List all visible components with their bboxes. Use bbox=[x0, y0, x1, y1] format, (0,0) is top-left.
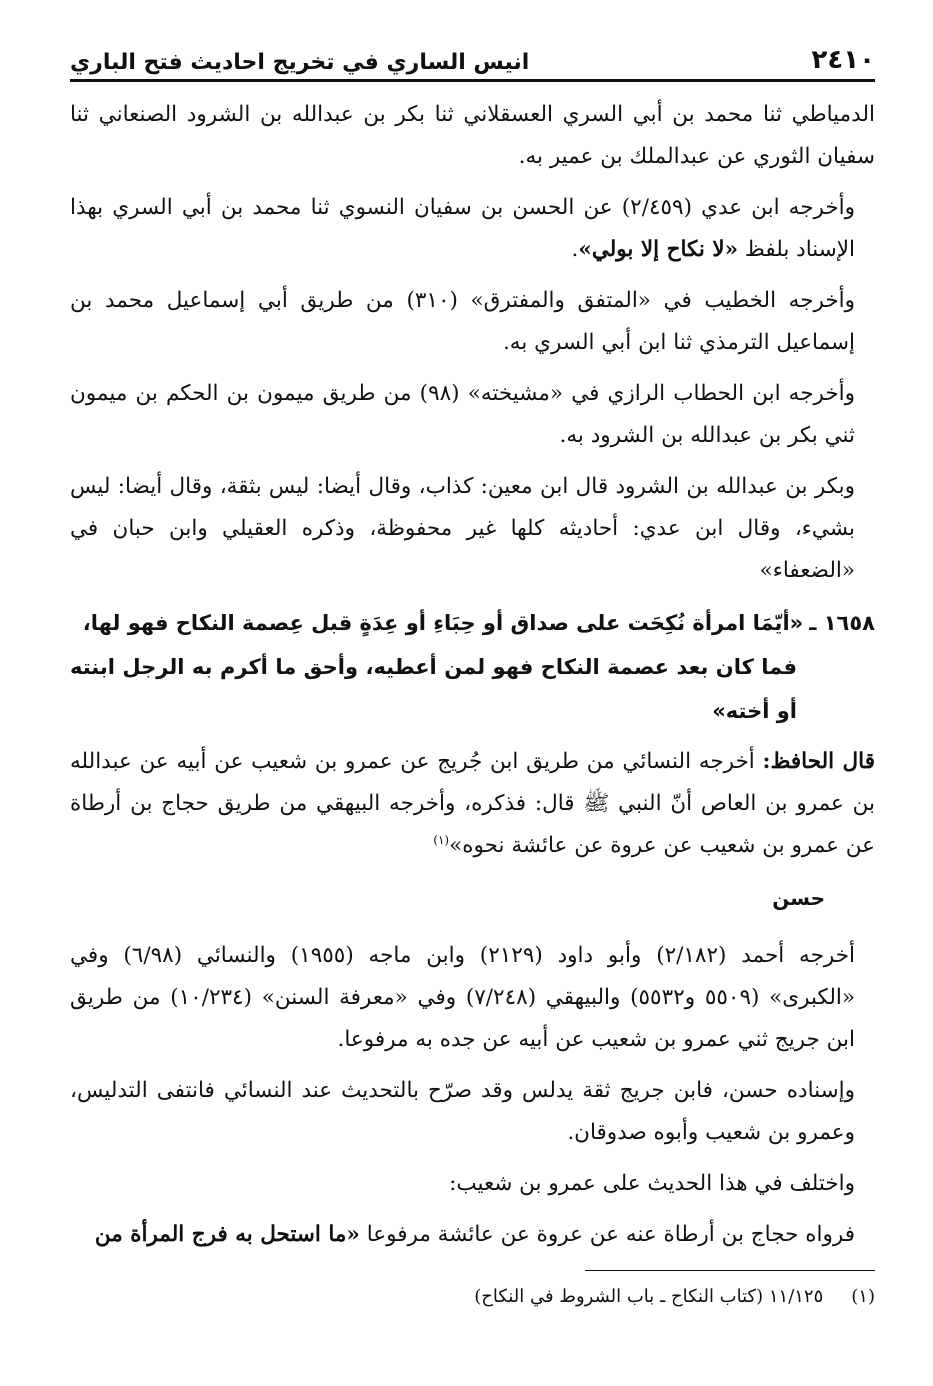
main-text bbox=[70, 94, 875, 1256]
paragraph-hafiz: قال الحافظ: أخرجه النسائي من طريق ابن جُريج عن عمرو بن شعيب عن أبيه عن عبدالله بن عمرو بن العاص أنّ النبي ﷺ قال: فذكره، وأخرجه البيهقي من طريق حجاج بن أرطاة عن عمرو بن شعيب عن عروة عن عائشة نحوه»$^{(١)}$ bbox=[70, 749, 875, 858]
hadith-number: ١٦٥٨ ـ bbox=[809, 611, 875, 635]
paragraph-narrator-criticism: وبكر بن عبدالله بن الشرود قال ابن معين: كذاب، وقال أيضا: ليس بثقة، وقال أيضا: ليس بشيء، وقال ابن عدي: أحاديثه كلها غير محفوظة، وذكره العقيلي وابن حبان في «الضعفاء» bbox=[70, 474, 855, 583]
hadith-line-1: ١٦٥٨ ـ«أيّمَا امرأة نُكِحَت على صداق أو حِبَاءِ أو عِدَةٍ قبل عِصمة النكاح فهو لها، bbox=[82, 611, 875, 635]
paragraph-ikhtilaf: واختلف في هذا الحديث على عمرو بن شعيب: bbox=[449, 1171, 855, 1196]
hafiz-label: قال الحافظ: bbox=[762, 749, 875, 774]
paragraph-ibn-hattab: وأخرجه ابن الحطاب الرازي في «مشيخته» (٩٨) من طريق ميمون بن الحكم بن ميمون ثني بكر بن عبدالله بن الشرود به. bbox=[70, 381, 856, 448]
paragraph-hajjaj: فرواه حجاج بن أرطاة عنه عن عروة عن عائشة مرفوعا «ما استحل به فرج المرأة من bbox=[94, 1222, 855, 1247]
paragraph-continuation: الدمياطي ثنا محمد بن أبي السري العسقلاني ثنا بكر بن عبدالله بن الشرود الصنعاني ثنا سفيان الثوري عن عبدالملك بن عمير به. bbox=[70, 102, 875, 169]
footnote bbox=[70, 1282, 875, 1312]
paragraph-ibn-adi: وأخرجه ابن عدي (٢/٤٥٩) عن الحسن بن سفيان النسوي ثنا محمد بن أبي السري بهذا الإسناد بلفظ «لا نكاح إلا بولي». bbox=[70, 195, 856, 262]
footnote-text: ١١/١٢٥ (كتاب النكاح ـ باب الشروط في النكاح) bbox=[474, 1286, 824, 1307]
quoted-hadith-text-2: «ما استحل به فرج المرأة من bbox=[94, 1222, 360, 1247]
running-title: انيس الساري في تخريج احاديث فتح الباري bbox=[70, 50, 530, 75]
page-header bbox=[70, 30, 875, 82]
quoted-hadith-text: «لا نكاح إلا بولي» bbox=[578, 237, 739, 262]
hadith-line-2: فما كان بعد عصمة النكاح فهو لمن أعطيه، وأحق ما أكرم به الرجل ابنته أو أخته» bbox=[70, 655, 797, 723]
paragraph-takhrij: أخرجه أحمد (٢/١٨٢) وأبو داود (٢١٢٩) وابن ماجه (١٩٥٥) والنسائي (٦/٩٨) وفي «الكبرى» (٥٥٠٩ و٥٥٣٢) والبيهقي (٧/٢٤٨) وفي «معرفة السنن» (١٠/٢٣٤) من طريق ابن جريج ثني عمرو بن شعيب عن أبيه عن جده به مرفوعا. bbox=[70, 943, 856, 1052]
paragraph-isnad: وإسناده حسن، فابن جريج ثقة يدلس وقد صرّح بالتحديث عند النسائي فانتفى التدليس، وعمرو بن شعيب وأبوه صدوقان. bbox=[70, 1078, 855, 1145]
footnote-marker: (١) bbox=[851, 1286, 875, 1307]
document-page bbox=[70, 30, 875, 1370]
footnote-divider bbox=[585, 1270, 875, 1271]
paragraph-khatib: وأخرجه الخطيب في «المتفق والمفترق» (٣١٠) من طريق أبي إسماعيل محمد بن إسماعيل الترمذي ثنا ابن أبي السري به. bbox=[70, 288, 855, 355]
hadith-heading bbox=[70, 601, 875, 733]
footnote-reference: (١) bbox=[433, 832, 450, 847]
hadith-grade: حسن bbox=[772, 886, 825, 910]
page-number: ٢٤١٠ bbox=[811, 45, 875, 75]
